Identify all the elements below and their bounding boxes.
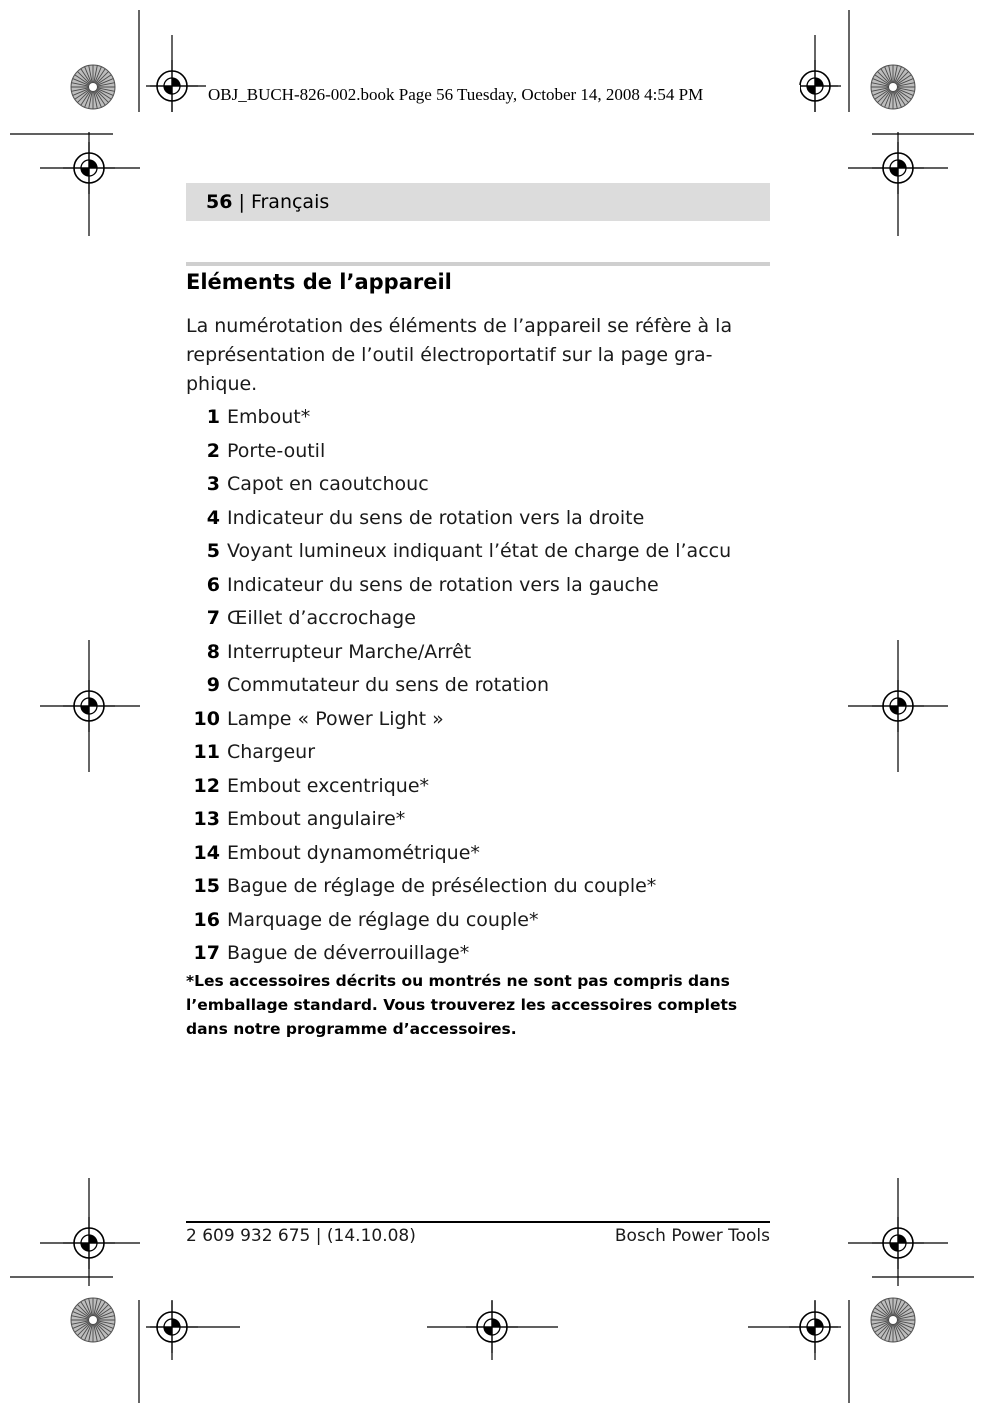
list-item <box>186 569 786 603</box>
component-list <box>186 401 786 971</box>
item-label: Bague de réglage de présélection du couple* <box>227 875 657 897</box>
item-label: Indicateur du sens de rotation vers la gauche <box>227 573 659 596</box>
list-item <box>186 636 786 670</box>
list-item <box>186 602 786 636</box>
item-number: 3 <box>206 473 220 495</box>
list-item <box>186 401 786 435</box>
item-label: Capot en caoutchouc <box>227 473 429 495</box>
header-separator: | <box>232 191 251 213</box>
list-item <box>186 435 786 469</box>
list-item <box>186 937 786 971</box>
item-label: Marquage de réglage du couple* <box>227 908 539 931</box>
header-language: Français <box>250 191 330 213</box>
item-number: 8 <box>206 640 220 663</box>
page-number: 56 <box>206 191 233 213</box>
page-header <box>186 183 770 221</box>
item-label: Voyant lumineux indiquant l’état de charge de l’accu <box>227 540 732 562</box>
footer-rule <box>186 1221 770 1223</box>
item-number: 5 <box>206 540 220 562</box>
list-item <box>186 870 786 904</box>
item-label: Porte-outil <box>227 439 326 462</box>
list-item <box>186 904 786 938</box>
section-intro: La numérotation des éléments de l’appareil se réfère à la représentation de l’outil électroportatif sur la page gra-phique. <box>186 315 733 395</box>
list-item <box>186 703 786 737</box>
item-label: Embout excentrique* <box>227 774 430 797</box>
item-label: Interrupteur Marche/Arrêt <box>227 640 472 663</box>
list-item <box>186 535 786 569</box>
list-item <box>186 837 786 871</box>
list-item <box>186 468 786 502</box>
item-number: 13 <box>193 808 220 830</box>
item-number: 10 <box>193 707 220 730</box>
item-number: 14 <box>193 841 220 864</box>
item-label: Œillet d’accrochage <box>227 607 416 629</box>
item-label: Lampe « Power Light » <box>227 707 444 730</box>
item-label: Chargeur <box>227 741 316 763</box>
item-number: 12 <box>193 774 220 797</box>
item-label: Bague de déverrouillage* <box>227 942 470 964</box>
item-number: 11 <box>193 741 220 763</box>
print-slug: OBJ_BUCH-826-002.book Page 56 Tuesday, October 14, 2008 4:54 PM <box>206 85 800 105</box>
list-item <box>186 669 786 703</box>
item-label: Commutateur du sens de rotation <box>227 674 550 696</box>
item-label: Indicateur du sens de rotation vers la droite <box>227 506 645 529</box>
section-title: Eléments de l’appareil <box>186 270 452 294</box>
item-label: Embout* <box>227 406 311 428</box>
item-number: 17 <box>193 942 220 964</box>
list-item <box>186 770 786 804</box>
item-number: 7 <box>206 607 220 629</box>
item-label: Embout dynamométrique* <box>227 841 480 864</box>
item-number: 4 <box>206 506 220 529</box>
list-item <box>186 736 786 770</box>
list-item <box>186 502 786 536</box>
list-item <box>186 803 786 837</box>
footer-doc-number: 2 609 932 675 | (14.10.08) <box>186 1226 416 1246</box>
item-number: 6 <box>206 573 220 596</box>
item-label: Embout angulaire* <box>227 808 406 830</box>
item-number: 2 <box>206 439 220 462</box>
item-number: 15 <box>193 875 220 897</box>
item-number: 1 <box>206 406 220 428</box>
item-number: 9 <box>206 674 220 696</box>
footer-brand: Bosch Power Tools <box>614 1226 770 1246</box>
accessories-footnote: *Les accessoires décrits ou montrés ne sont pas compris dans l’emballage standard. Vous trouverez les accessoires complets dans notre programme d’accessoires. <box>186 972 738 1038</box>
item-number: 16 <box>193 908 220 931</box>
section-rule <box>186 262 770 266</box>
